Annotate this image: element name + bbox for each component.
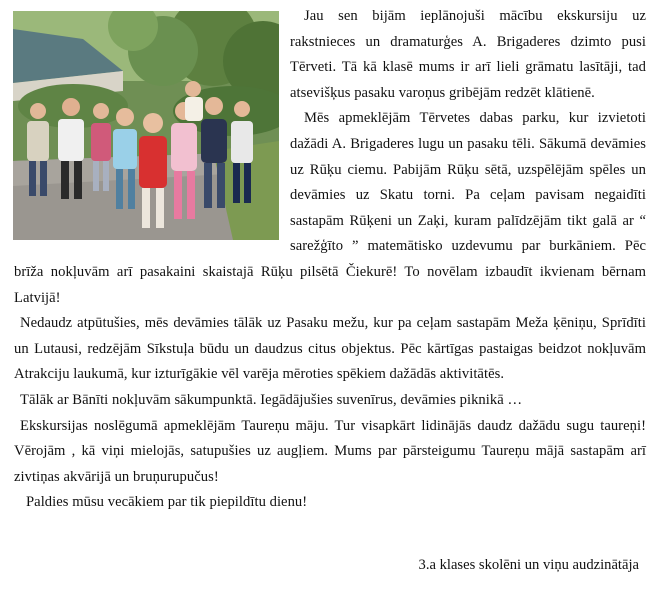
paragraph-fairy-forest: Nedaudz atpūtušies, mēs devāmies tālāk uz Pasaku mežu, kur pa ceļam sastapām Meža ķēniņu, Sprīdīti un Lutausi, redzējām Sīkstuļa būdu un daudzus citus objektus. Pēc kārtīgas pastaigas beidzot nokļuvām Atrakciju laukumā, kur izturīgākie vēl varēja mēroties spēkiem dažādās aktivitātēs. (14, 315, 646, 383)
photo-spacer (14, 4, 290, 244)
paragraph-park-visit: Mēs apmeklējām Tērvetes dabas parku, kur izvietoti dažādi A. Brigaderes lugu un pasaku tēli. Sākumā devāmies uz Rūķu ciemu. Pabijām Rūķu sētā, uzspēlējām spēles un devāmies uz Skatu torni. Pa ceļam pavisam negaidīti sastapām Rūķeni un Zaķi, kuram palīdzējām tikt galā ar “ sarežģīto ” matemātisko uzdevumu par burkāniem. Pēc brīža nokļuvām arī pasakaini skaistajā Rūķu pilsētā Čiekurē! To novēlam izbaudīt ikvienam bērnam Latvijā! (14, 110, 646, 306)
signature: 3.a klases skolēni un viņu audzinātāja (418, 557, 639, 573)
paragraph-intro: Jau sen bijām ieplānojuši mācību ekskursiju uz rakstnieces un dramaturģes A. Brigaderes dzimto pusi Tērveti. Tā kā klasē mums ir arī lieli grāmatu lasītāji, tad atsevišķus pasaku varoņus gribējām redzēt klātienē. (290, 8, 646, 101)
paragraph-thanks: Paldies mūsu vecākiem par tik piepildītu dienu! (26, 494, 308, 511)
paragraph-butterfly-house: Ekskursijas noslēgumā apmeklējām Taureņu māju. Tur visapkārt lidinājās daudz dažādu sugu taureņi! Vērojām , kā viņi mielojās, satupušies uz augļiem. Mums par pārsteigumu Taureņu mājā sastapām arī zivtiņas akvārijā un bruņurupučus! (14, 417, 646, 485)
paragraph-train-picnic: Tālāk ar Bānīti nokļuvām sākumpunktā. Iegādājušies suvenīrus, devāmies piknikā … (20, 391, 523, 408)
article-text (14, 4, 646, 516)
